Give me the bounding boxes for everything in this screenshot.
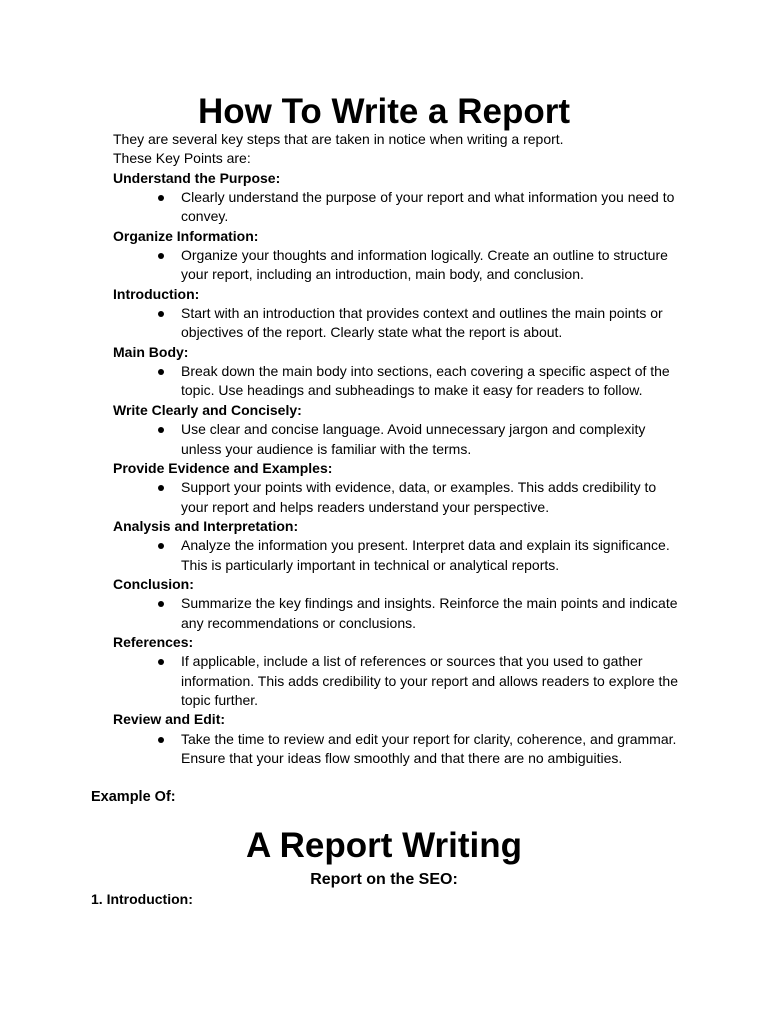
bullet-text: Start with an introduction that provides context and outlines the main points or objectives of the report. Clearly state what the report is about.	[181, 305, 663, 341]
section-heading-provide-evidence: Provide Evidence and Examples:	[113, 459, 333, 476]
document-title: How To Write a Report	[197, 92, 571, 131]
example-title: A Report Writing	[245, 826, 523, 865]
bullet-item	[113, 730, 683, 769]
bullet-item	[113, 652, 683, 710]
example-label: Example Of:	[91, 789, 176, 805]
bullet-list	[113, 246, 683, 285]
bullet-dot-icon	[158, 195, 164, 201]
bullet-dot-icon	[158, 369, 164, 375]
bullet-item	[113, 420, 683, 459]
bullet-dot-icon	[158, 311, 164, 317]
bullet-text: Summarize the key findings and insights. Reinforce the main points and indicate any recommendations or conclusions.	[181, 595, 678, 631]
bullet-text: Support your points with evidence, data, or examples. This adds credibility to your report and helps readers understand your perspective.	[181, 479, 657, 515]
section-heading-references: References:	[113, 633, 194, 650]
section-heading-understand-purpose: Understand the Purpose:	[113, 169, 281, 186]
example-section-heading: 1. Introduction:	[91, 891, 193, 907]
bullet-item	[113, 188, 683, 227]
section-heading-review-edit: Review and Edit:	[113, 711, 226, 728]
section-heading-conclusion: Conclusion:	[113, 575, 194, 592]
bullet-item	[113, 246, 683, 285]
bullet-dot-icon	[158, 601, 164, 607]
bullet-dot-icon	[158, 543, 164, 549]
bullet-list	[113, 420, 683, 459]
bullet-dot-icon	[158, 427, 164, 433]
bullet-dot-icon	[158, 659, 164, 665]
bullet-text: Break down the main body into sections, each covering a specific aspect of the topic. Use headings and subheadings to make it easy for readers to follow.	[181, 363, 670, 399]
bullet-item	[113, 594, 683, 633]
example-subtitle: Report on the SEO:	[310, 871, 458, 888]
section-heading-analysis: Analysis and Interpretation:	[113, 517, 299, 534]
bullet-dot-icon	[158, 737, 164, 743]
bullet-text: Take the time to review and edit your report for clarity, coherence, and grammar. Ensure that your ideas flow smoothly and that there are no ambiguities.	[181, 730, 677, 766]
bullet-text: If applicable, include a list of references or sources that you used to gather information. This adds credibility to your report and allows readers to explore the topic further.	[181, 653, 678, 708]
bullet-dot-icon	[158, 485, 164, 491]
bullet-text: Analyze the information you present. Interpret data and explain its significance. This is particularly important in technical or analytical reports.	[181, 537, 670, 573]
section-heading-introduction: Introduction:	[113, 285, 200, 302]
document-body	[113, 130, 683, 768]
bullet-list	[113, 730, 683, 769]
bullet-list	[113, 536, 683, 575]
bullet-list	[113, 188, 683, 227]
bullet-list	[113, 362, 683, 401]
bullet-item	[113, 304, 683, 343]
intro-line: These Key Points are:	[113, 150, 251, 167]
bullet-dot-icon	[158, 253, 164, 259]
bullet-list	[113, 304, 683, 343]
section-heading-main-body: Main Body:	[113, 343, 189, 360]
bullet-text: Clearly understand the purpose of your report and what information you need to convey.	[181, 189, 675, 225]
section-heading-organize-information: Organize Information:	[113, 227, 259, 244]
bullet-text: Use clear and concise language. Avoid unnecessary jargon and complexity unless your audience is familiar with the terms.	[181, 421, 646, 457]
bullet-item	[113, 536, 683, 575]
bullet-text: Organize your thoughts and information logically. Create an outline to structure your report, including an introduction, main body, and conclusion.	[181, 247, 668, 283]
intro-line: They are several key steps that are taken in notice when writing a report.	[113, 131, 564, 147]
bullet-list	[113, 652, 683, 710]
bullet-item	[113, 362, 683, 401]
bullet-list	[113, 594, 683, 633]
section-heading-write-clearly: Write Clearly and Concisely:	[113, 401, 302, 418]
bullet-item	[113, 478, 683, 517]
bullet-list	[113, 478, 683, 517]
